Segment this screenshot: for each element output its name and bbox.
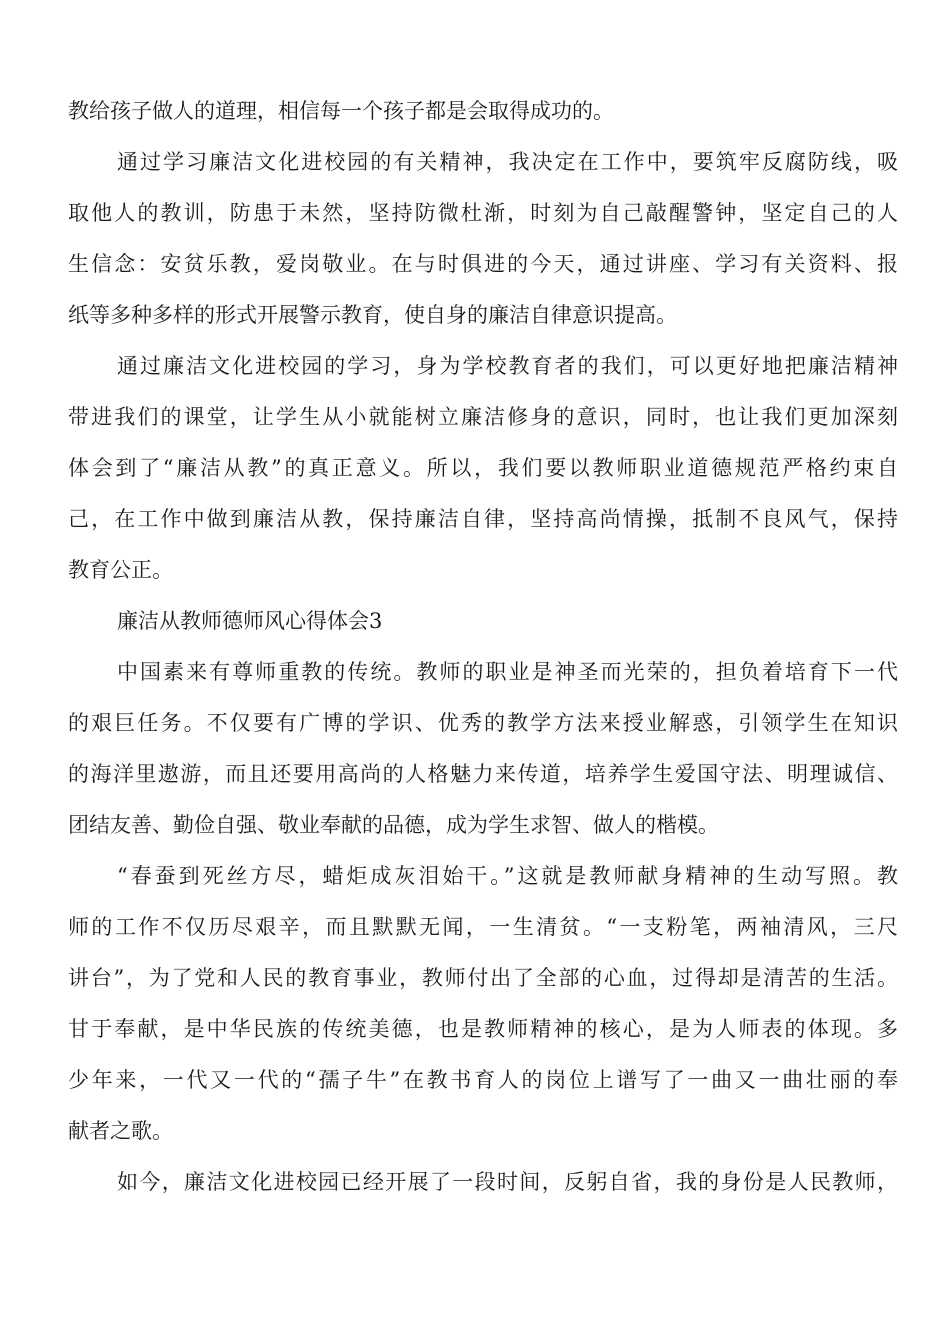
text-line: 教育公正。 — [68, 558, 173, 582]
section-heading: 廉洁从教师德师风心得体会3 — [117, 609, 383, 633]
text-line: 甘于奉献，是中华民族的传统美德，也是教师精神的核心，是为人师表的体现。多 — [68, 1017, 898, 1041]
text-line: 的艰巨任务。不仅要有广博的学识、优秀的教学方法来授业解惑，引领学生在知识 — [68, 711, 898, 735]
text-line: 讲台”，为了党和人民的教育事业，教师付出了全部的心血，过得却是清苦的生活。 — [68, 966, 898, 990]
text-line: 少年来，一代又一代的“孺子牛”在教书育人的岗位上谱写了一曲又一曲壮丽的奉 — [68, 1068, 898, 1092]
text-line: 生信念：安贫乐教，爱岗敬业。在与时俱进的今天，通过讲座、学习有关资料、报 — [68, 252, 898, 276]
paragraph-first-line: 通过学习廉洁文化进校园的有关精神，我决定在工作中，要筑牢反腐防线，吸 — [117, 150, 898, 174]
paragraph-first-line: 如今，廉洁文化进校园已经开展了一段时间，反躬自省，我的身份是人民教师， — [117, 1170, 898, 1194]
text-line: 团结友善、勤俭自强、敬业奉献的品德，成为学生求智、做人的楷模。 — [68, 813, 719, 837]
paragraph-first-line: 通过廉洁文化进校园的学习，身为学校教育者的我们，可以更好地把廉洁精神 — [117, 354, 898, 378]
text-line: 献者之歌。 — [68, 1119, 173, 1143]
text-line: 的海洋里遨游，而且还要用高尚的人格魅力来传道，培养学生爱国守法、明理诚信、 — [68, 762, 898, 786]
text-line: 取他人的教训，防患于未然，坚持防微杜渐，时刻为自己敲醒警钟，坚定自己的人 — [68, 201, 898, 225]
paragraph-first-line: “春蚕到死丝方尽，蜡炬成灰泪始干。”这就是教师献身精神的生动写照。教 — [117, 864, 898, 888]
text-line: 教给孩子做人的道理，相信每一个孩子都是会取得成功的。 — [68, 99, 614, 123]
text-line: 带进我们的课堂，让学生从小就能树立廉洁修身的意识，同时，也让我们更加深刻 — [68, 405, 898, 429]
text-line: 己，在工作中做到廉洁从教，保持廉洁自律，坚持高尚情操，抵制不良风气，保持 — [68, 507, 898, 531]
text-line: 纸等多种多样的形式开展警示教育，使自身的廉洁自律意识提高。 — [68, 303, 677, 327]
paragraph-first-line: 中国素来有尊师重教的传统。教师的职业是神圣而光荣的，担负着培育下一代 — [117, 660, 898, 684]
text-line: 师的工作不仅历尽艰辛，而且默默无闻，一生清贫。“一支粉笔，两袖清风，三尺 — [68, 915, 898, 939]
text-line: 体会到了“廉洁从教”的真正意义。所以，我们要以教师职业道德规范严格约束自 — [68, 456, 898, 480]
